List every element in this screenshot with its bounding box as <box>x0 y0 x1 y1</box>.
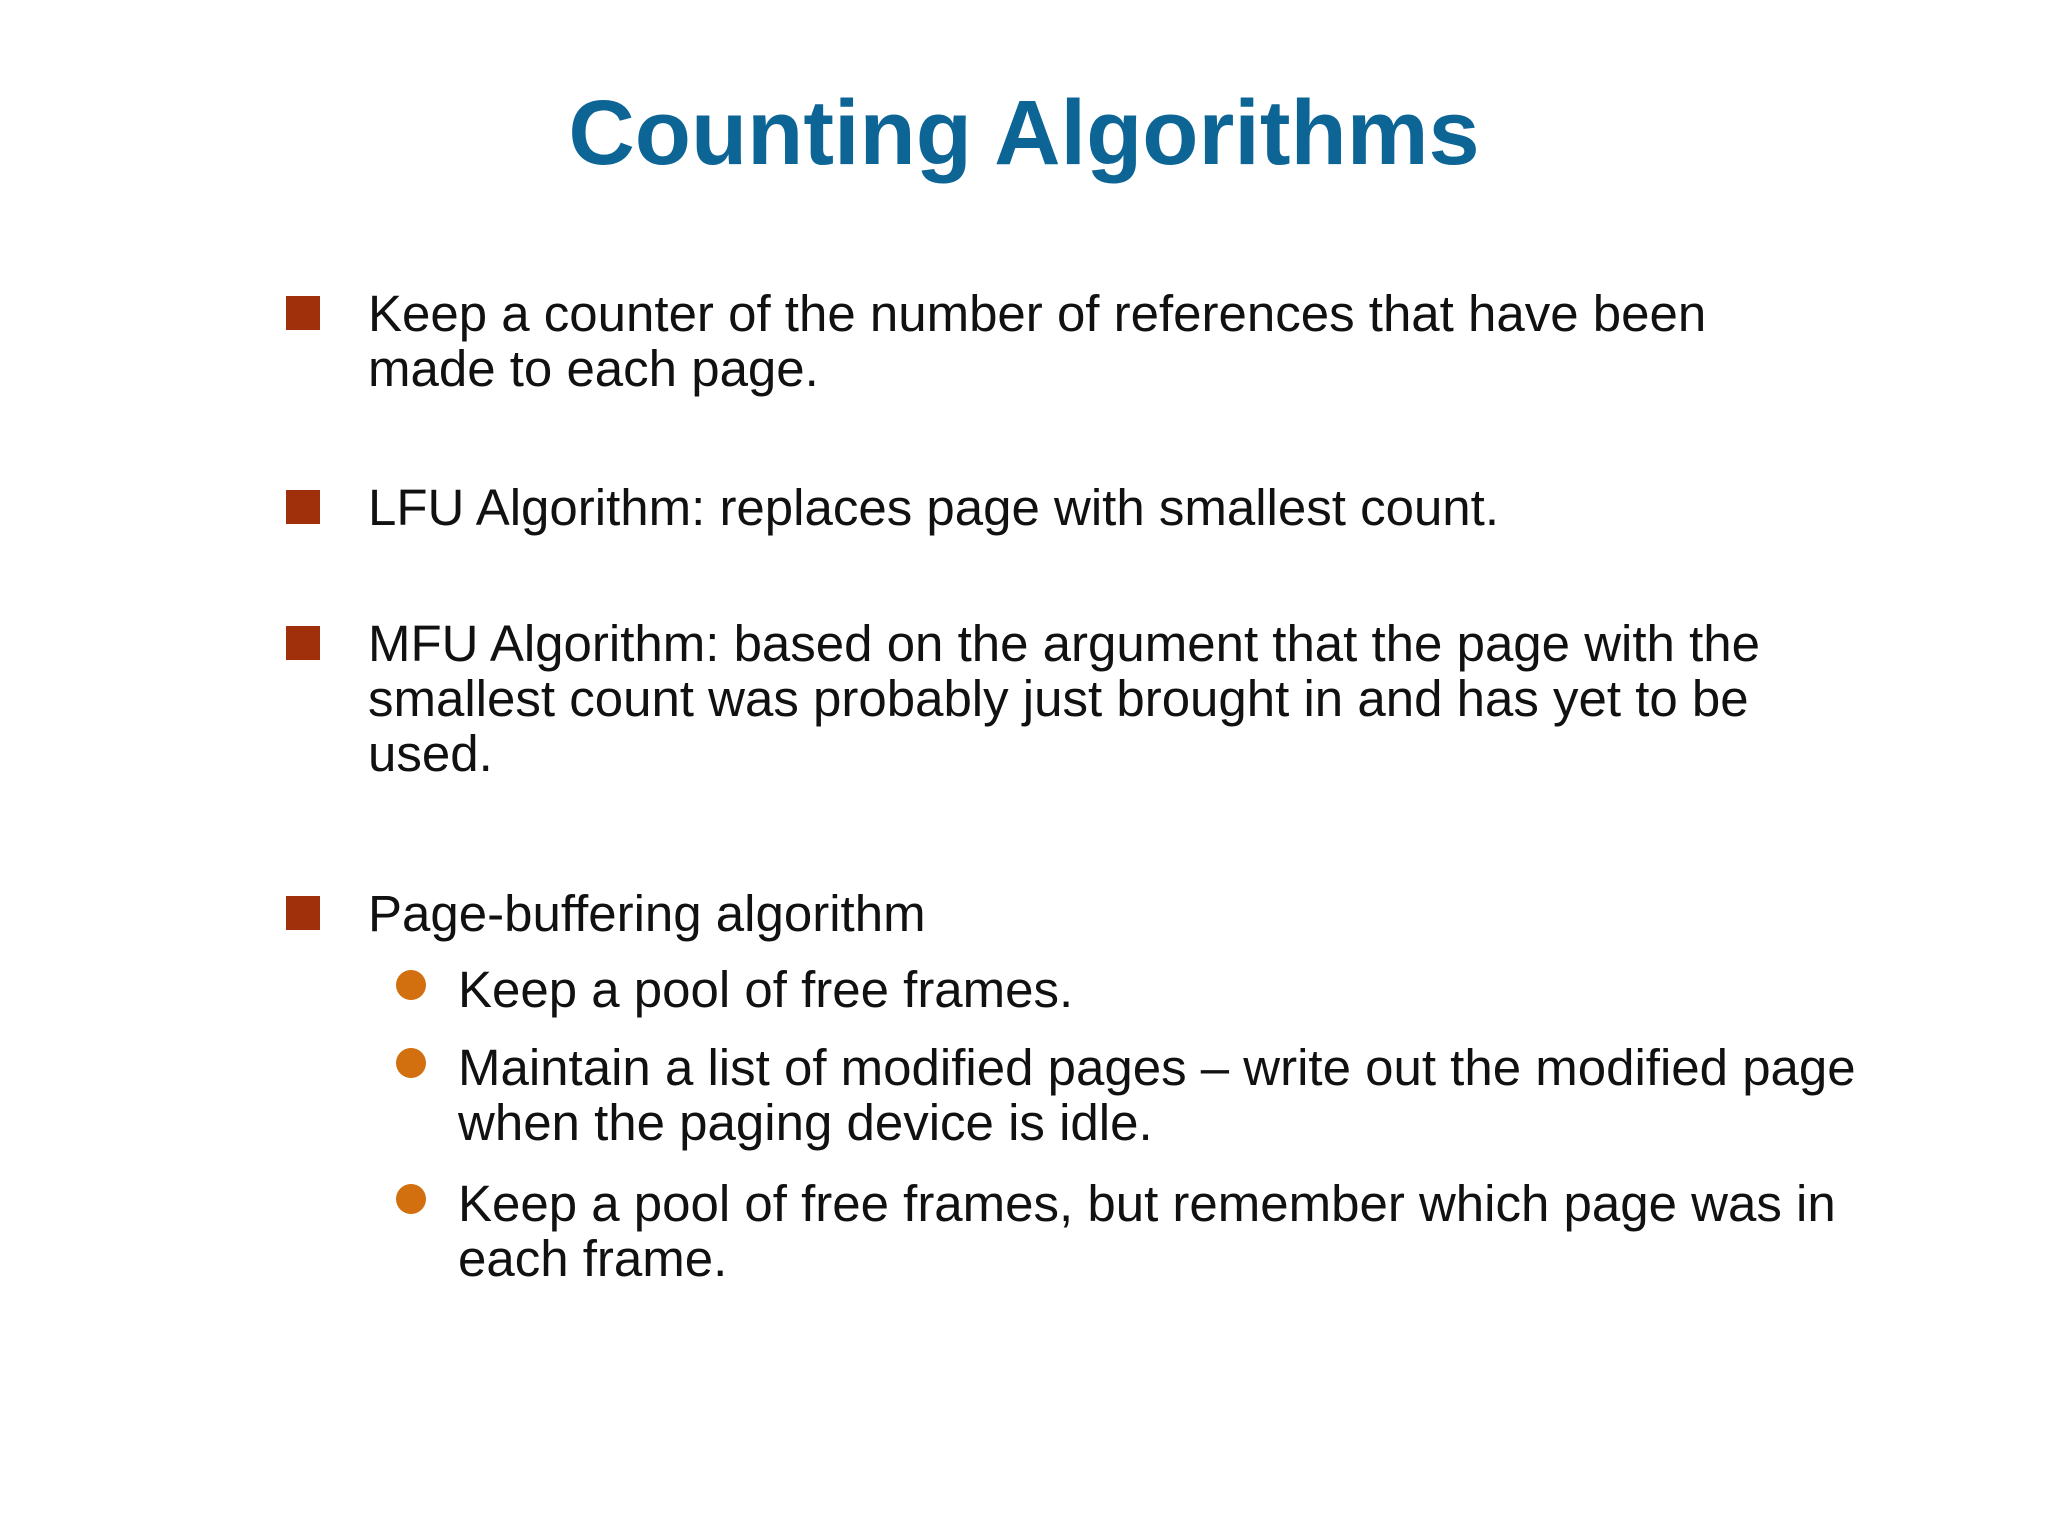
sub-bullet-item: Maintain a list of modified pages – write out the modified page when the paging device is idle. <box>458 1039 1856 1151</box>
square-bullet-icon <box>286 896 320 930</box>
sub-bullet-item: Keep a pool of free frames. <box>458 961 1074 1018</box>
slide-title: Counting Algorithms <box>568 82 1480 184</box>
round-bullet-icon <box>396 1184 426 1214</box>
round-bullet-icon <box>396 1048 426 1078</box>
round-bullet-icon <box>396 970 426 1000</box>
square-bullet-icon <box>286 626 320 660</box>
bullet-item: Keep a counter of the number of references that have been made to each page. <box>368 285 1707 397</box>
square-bullet-icon <box>286 296 320 330</box>
sub-bullet-item: Keep a pool of free frames, but remember which page was in each frame. <box>458 1175 1836 1287</box>
bullet-item: Page-buffering algorithm <box>368 885 926 942</box>
bullet-item: MFU Algorithm: based on the argument that the page with the smallest count was probably just brought in and has yet to be used. <box>368 615 1760 782</box>
bullet-item: LFU Algorithm: replaces page with smallest count. <box>368 479 1500 536</box>
square-bullet-icon <box>286 490 320 524</box>
